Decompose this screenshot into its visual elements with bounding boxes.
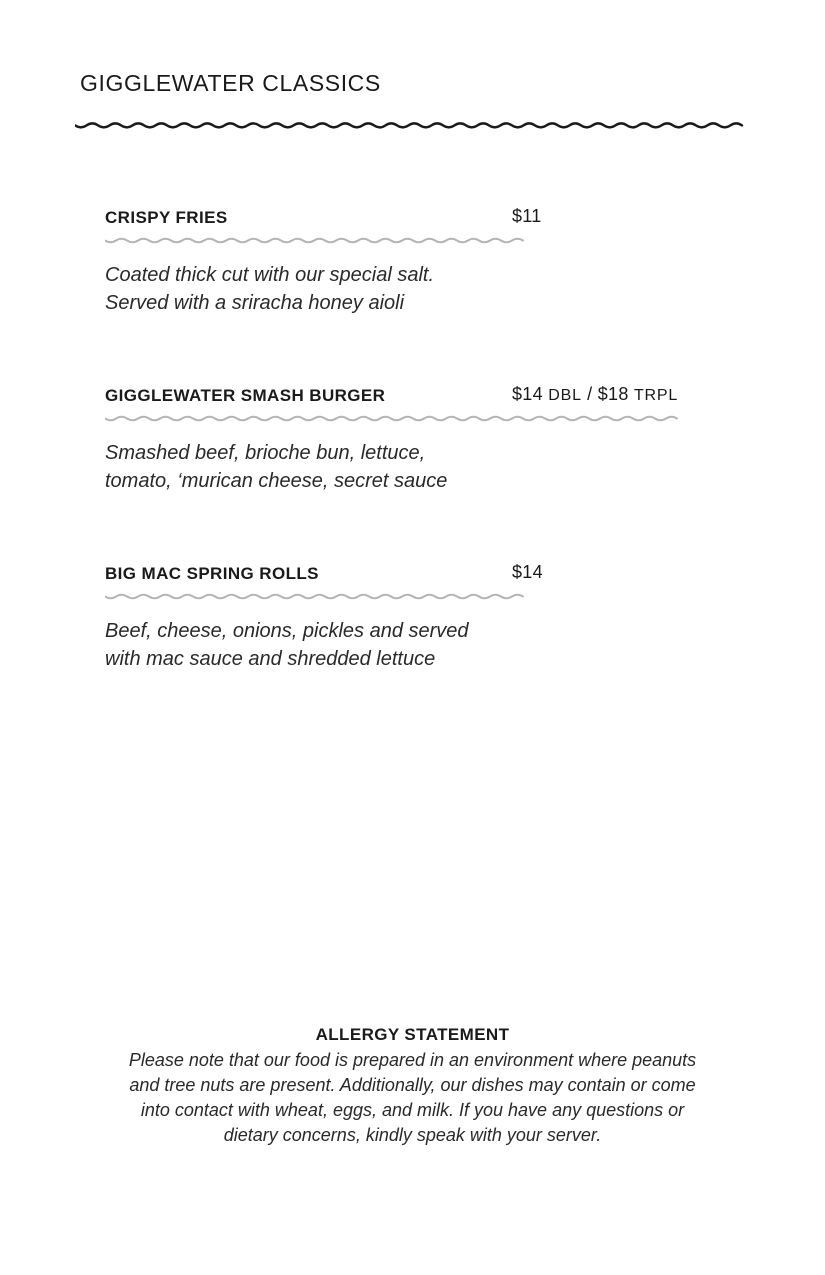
item-price [512,384,678,405]
item-description-line: Served with a sriracha honey aioli [105,292,405,314]
item-name: GIGGLEWATER SMASH BURGER [105,386,386,405]
price-double: $14 [512,384,543,404]
item-description-line: Coated thick cut with our special salt. [105,264,435,286]
item-name: CRISPY FRIES [105,208,228,227]
section-divider-wave [75,118,750,133]
wave-line [105,417,677,421]
allergy-line: Please note that our food is prepared in an environment where peanuts [128,1050,697,1070]
allergy-line: into contact with wheat, eggs, and milk. If you have any questions or [140,1100,685,1120]
item-divider-wave [105,590,538,603]
item-description-line: Smashed beef, brioche bun, lettuce, [105,442,426,464]
item-description-line: with mac sauce and shredded lettuce [105,648,436,670]
price-triple-unit: TRPL [633,387,679,404]
price-separator: / [587,384,593,404]
wave-line [105,595,523,599]
item-description [105,617,505,673]
item-description-line: Beef, cheese, onions, pickles and served [105,620,469,642]
wave-line [105,239,523,243]
price-double-unit: DBL [548,387,582,404]
item-divider-wave [105,412,687,425]
allergy-line: dietary concerns, kindly speak with your server. [223,1125,602,1145]
item-divider-wave [105,234,538,247]
section-title: GIGGLEWATER CLASSICS [80,70,381,96]
price-triple: $18 [597,384,629,404]
item-description [105,261,505,317]
allergy-line: and tree nuts are present. Additionally, our dishes may contain or come [129,1075,696,1095]
allergy-statement [100,1025,725,1148]
item-description [105,439,505,495]
item-price: $14 [512,562,543,582]
allergy-text [100,1048,725,1148]
wave-line [75,123,742,127]
item-name: BIG MAC SPRING ROLLS [105,564,319,583]
allergy-title: ALLERGY STATEMENT [315,1025,510,1044]
item-price: $11 [512,206,542,226]
item-description-line: tomato, ‘murican cheese, secret sauce [105,470,448,492]
